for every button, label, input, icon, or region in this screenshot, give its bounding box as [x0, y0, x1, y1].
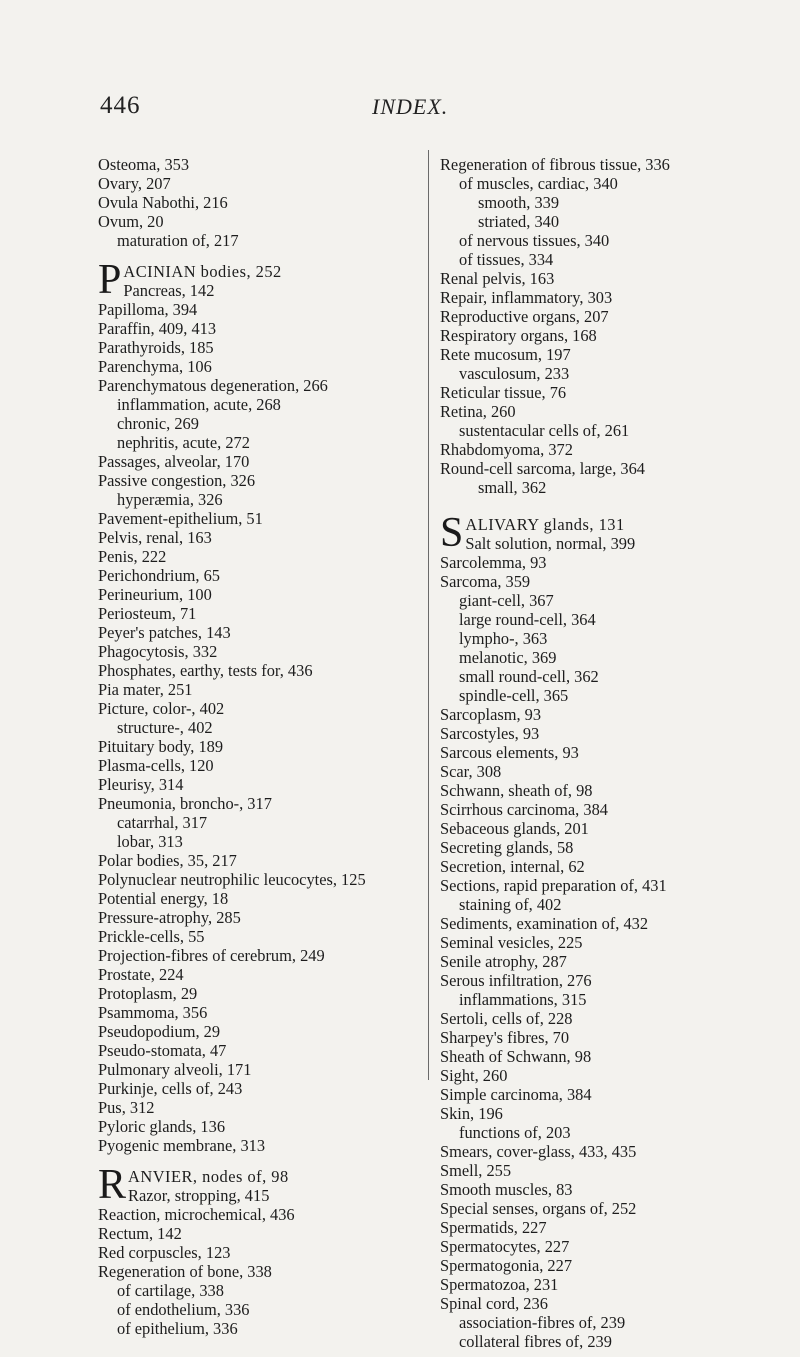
index-entry: Rhabdomyoma, 372	[440, 440, 573, 459]
index-entry: Pulmonary alveoli, 171	[98, 1060, 252, 1079]
index-entry: Psammoma, 356	[98, 1003, 208, 1022]
index-entry: Smell, 255	[440, 1161, 512, 1180]
index-entry: Sebaceous glands, 201	[440, 819, 589, 838]
index-entry: Sarcoma, 359	[440, 572, 531, 591]
index-entry: of epithelium, 336	[117, 1319, 238, 1338]
index-entry: Ovum, 20	[98, 212, 164, 231]
index-entry: Projection-fibres of cerebrum, 249	[98, 946, 325, 965]
index-entry: chronic, 269	[117, 414, 199, 433]
index-entry: Perineurium, 100	[98, 585, 212, 604]
entry-group	[98, 1205, 428, 1338]
running-title: INDEX.	[372, 94, 449, 119]
index-entry: ANVIER, nodes of, 98	[128, 1167, 289, 1186]
section-p	[98, 257, 428, 303]
index-entry: Reaction, microchemical, 436	[98, 1205, 295, 1224]
index-entry: of muscles, cardiac, 340	[459, 174, 618, 193]
index-entry: Sheath of Schwann, 98	[440, 1047, 592, 1066]
index-entry: Round-cell sarcoma, large, 364	[440, 459, 645, 478]
index-entry: Perichondrium, 65	[98, 566, 221, 585]
section-s	[440, 510, 760, 556]
index-entry: Red corpuscles, 123	[98, 1243, 231, 1262]
index-entry: Skin, 196	[440, 1104, 503, 1123]
index-entry: Salt solution, normal, 399	[465, 534, 636, 553]
index-entry: Schwann, sheath of, 98	[440, 781, 593, 800]
index-entry: functions of, 203	[459, 1123, 571, 1142]
index-entry: melanotic, 369	[459, 648, 557, 667]
index-entry: Passages, alveolar, 170	[98, 452, 250, 471]
page-number: 446	[100, 92, 141, 119]
index-entry: Prostate, 224	[98, 965, 184, 984]
index-entry: Retina, 260	[440, 402, 516, 421]
index-entry: lympho-, 363	[459, 629, 548, 648]
index-entry: large round-cell, 364	[459, 610, 596, 629]
index-entry: Razor, stropping, 415	[128, 1186, 270, 1205]
index-entry: inflammation, acute, 268	[117, 395, 281, 414]
index-entry: Osteoma, 353	[98, 155, 190, 174]
index-entry: of endothelium, 336	[117, 1300, 250, 1319]
index-entry: lobar, 313	[117, 832, 183, 851]
index-entry: Sarcostyles, 93	[440, 724, 540, 743]
index-entry: Spinal cord, 236	[440, 1294, 548, 1313]
index-entry: of nervous tissues, 340	[459, 231, 610, 250]
index-entry: Pancreas, 142	[123, 281, 215, 300]
index-entry: staining of, 402	[459, 895, 562, 914]
index-entry: Pyloric glands, 136	[98, 1117, 226, 1136]
index-entry: striated, 340	[478, 212, 560, 231]
drop-cap: R	[98, 1162, 127, 1208]
right-column	[440, 155, 760, 1351]
index-entry: Peyer's patches, 143	[98, 623, 231, 642]
index-entry: Pus, 312	[98, 1098, 155, 1117]
index-entry: Polar bodies, 35, 217	[98, 851, 237, 870]
index-entry: Pseudo-stomata, 47	[98, 1041, 227, 1060]
index-entry: Penis, 222	[98, 547, 167, 566]
index-entry: inflammations, 315	[459, 990, 587, 1009]
index-entry: Paraffin, 409, 413	[98, 319, 217, 338]
index-entry: Smooth muscles, 83	[440, 1180, 573, 1199]
index-entry: vasculosum, 233	[459, 364, 570, 383]
index-entry: Seminal vesicles, 225	[440, 933, 583, 952]
index-entry: Reproductive organs, 207	[440, 307, 609, 326]
index-entry: Sections, rapid preparation of, 431	[440, 876, 667, 895]
index-entry: smooth, 339	[478, 193, 560, 212]
index-entry: of cartilage, 338	[117, 1281, 224, 1300]
index-entry: Simple carcinoma, 384	[440, 1085, 592, 1104]
left-column	[98, 155, 428, 1338]
index-entry: Smears, cover-glass, 433, 435	[440, 1142, 637, 1161]
index-entry: Papilloma, 394	[98, 300, 198, 319]
section-r	[98, 1162, 428, 1208]
index-entry: ACINIAN bodies, 252	[123, 262, 282, 281]
index-entry: Pyogenic membrane, 313	[98, 1136, 266, 1155]
index-entry: catarrhal, 317	[117, 813, 208, 832]
index-entry: Secretion, internal, 62	[440, 857, 585, 876]
index-entry: Special senses, organs of, 252	[440, 1199, 637, 1218]
index-entry: Potential energy, 18	[98, 889, 229, 908]
index-entry: small round-cell, 362	[459, 667, 599, 686]
index-entry: Regeneration of bone, 338	[98, 1262, 272, 1281]
index-entry: Reticular tissue, 76	[440, 383, 567, 402]
index-entry: Protoplasm, 29	[98, 984, 198, 1003]
index-entry: ALIVARY glands, 131	[465, 515, 625, 534]
index-entry: Sediments, examination of, 432	[440, 914, 649, 933]
index-entry: Spermatids, 227	[440, 1218, 547, 1237]
index-entry: Ovula Nabothi, 216	[98, 193, 228, 212]
index-entry: structure-, 402	[117, 718, 213, 737]
index-entry: Periosteum, 71	[98, 604, 197, 623]
index-entry: Picture, color-, 402	[98, 699, 225, 718]
entry-group	[440, 553, 760, 1351]
entry-group	[440, 155, 760, 497]
index-entry: Serous infiltration, 276	[440, 971, 592, 990]
index-entry: collateral fibres of, 239	[459, 1332, 612, 1351]
index-entry: Sarcoplasm, 93	[440, 705, 542, 724]
index-entry: Pelvis, renal, 163	[98, 528, 212, 547]
entry-group	[98, 300, 428, 1155]
index-entry: Spermatogonia, 227	[440, 1256, 573, 1275]
index-entry: Respiratory organs, 168	[440, 326, 597, 345]
index-entry: Prickle-cells, 55	[98, 927, 205, 946]
index-entry: Sight, 260	[440, 1066, 508, 1085]
index-entry: Repair, inflammatory, 303	[440, 288, 613, 307]
index-entry: of tissues, 334	[459, 250, 554, 269]
index-entry: Plasma-cells, 120	[98, 756, 214, 775]
index-entry: Parenchymatous degeneration, 266	[98, 376, 328, 395]
index-entry: Renal pelvis, 163	[440, 269, 555, 288]
column-divider	[428, 150, 429, 1080]
index-entry: Sarcolemma, 93	[440, 553, 547, 572]
index-entry: Sertoli, cells of, 228	[440, 1009, 573, 1028]
index-entry: Pneumonia, broncho-, 317	[98, 794, 272, 813]
index-entry: Parenchyma, 106	[98, 357, 212, 376]
index-entry: Scirrhous carcinoma, 384	[440, 800, 608, 819]
index-entry: Pleurisy, 314	[98, 775, 184, 794]
index-entry: Parathyroids, 185	[98, 338, 214, 357]
index-entry: sustentacular cells of, 261	[459, 421, 630, 440]
index-entry: Purkinje, cells of, 243	[98, 1079, 243, 1098]
index-entry: spindle-cell, 365	[459, 686, 569, 705]
index-entry: Passive congestion, 326	[98, 471, 256, 490]
drop-cap: P	[98, 257, 122, 303]
index-entry: small, 362	[478, 478, 547, 497]
index-entry: Pseudopodium, 29	[98, 1022, 221, 1041]
index-entry: Pia mater, 251	[98, 680, 193, 699]
index-entry: nephritis, acute, 272	[117, 433, 250, 452]
index-entry: Pituitary body, 189	[98, 737, 224, 756]
index-entry: Phosphates, earthy, tests for, 436	[98, 661, 313, 680]
index-entry: association-fibres of, 239	[459, 1313, 626, 1332]
index-entry: giant-cell, 367	[459, 591, 554, 610]
index-entry: Pressure-atrophy, 285	[98, 908, 241, 927]
index-entry: Sharpey's fibres, 70	[440, 1028, 570, 1047]
index-entry: Scar, 308	[440, 762, 502, 781]
index-entry: Sarcous elements, 93	[440, 743, 579, 762]
index-entry: hyperæmia, 326	[117, 490, 223, 509]
index-entry: Regeneration of fibrous tissue, 336	[440, 155, 670, 174]
index-entry: Spermatozoa, 231	[440, 1275, 559, 1294]
index-entry: Ovary, 207	[98, 174, 171, 193]
index-entry: Rectum, 142	[98, 1224, 182, 1243]
index-entry: Polynuclear neutrophilic leucocytes, 125	[98, 870, 366, 889]
drop-cap: S	[440, 510, 464, 556]
index-entry: Spermatocytes, 227	[440, 1237, 570, 1256]
index-entry: Rete mucosum, 197	[440, 345, 571, 364]
index-entry: Senile atrophy, 287	[440, 952, 567, 971]
index-entry: Phagocytosis, 332	[98, 642, 218, 661]
entry-group	[98, 155, 428, 250]
index-entry: Secreting glands, 58	[440, 838, 574, 857]
index-entry: Pavement-epithelium, 51	[98, 509, 263, 528]
index-entry: maturation of, 217	[117, 231, 239, 250]
